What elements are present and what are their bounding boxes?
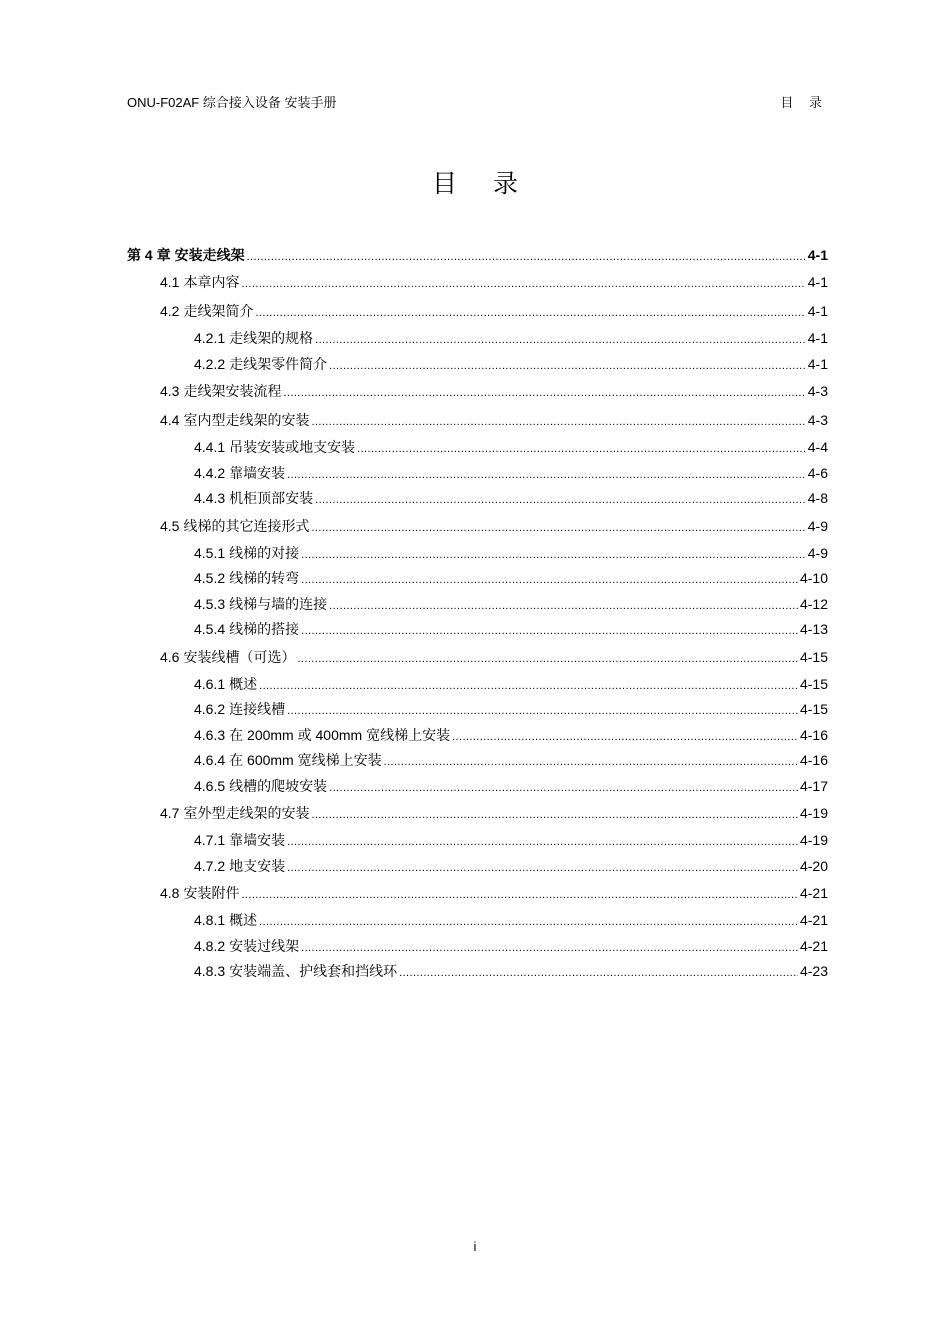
toc-entry-page: 4-19 (799, 832, 828, 848)
toc-entry-title: 安装过线架 (229, 937, 300, 954)
toc-section-entry[interactable] (127, 799, 828, 828)
toc-dot-leader (241, 881, 798, 910)
toc-entry-number: 4.6.5 (194, 777, 226, 794)
toc-entry-title: 走线架简介 (183, 303, 254, 319)
toc-subsection-entry[interactable] (127, 908, 828, 934)
toc-entry-page: 4-8 (807, 490, 828, 506)
toc-subsection-entry[interactable] (127, 854, 828, 880)
toc-entry-number: 4.5.3 (194, 595, 226, 612)
toc-subsection-entry[interactable] (127, 566, 828, 592)
toc-entry-number: 第 4 章 (127, 247, 171, 263)
toc-entry-title: 吊装安装或地支安装 (229, 439, 356, 455)
toc-subsection-entry[interactable] (127, 934, 828, 960)
toc-subsection-entry[interactable] (127, 435, 828, 461)
toc-section-entry[interactable] (127, 512, 828, 541)
toc-entry-page: 4-1 (807, 355, 828, 372)
toc-subsection-entry[interactable] (127, 352, 828, 378)
toc-dot-leader (311, 408, 805, 437)
toc-dot-leader (399, 961, 798, 987)
toc-entry-page: 4-21 (799, 937, 828, 954)
toc-dot-leader (287, 830, 798, 856)
toc-entry-title: 线梯的对接 (229, 544, 300, 561)
toc-entry-page: 4-4 (807, 439, 828, 455)
toc-dot-leader (283, 379, 805, 408)
toc-dot-leader (255, 299, 805, 328)
toc-section-entry[interactable] (127, 643, 828, 672)
toc-dot-leader (311, 514, 805, 543)
page-title: 目 录 (432, 169, 532, 198)
toc-dot-leader (297, 645, 798, 674)
toc-dot-leader (329, 354, 806, 380)
toc-entry-title: 室外型走线架的安装 (183, 805, 310, 821)
toc-entry-title: 机柜顶部安装 (229, 490, 314, 506)
toc-entry-page: 4-1 (807, 274, 828, 290)
toc-dot-leader (329, 776, 798, 802)
toc-entry-title: 概述 (229, 912, 258, 928)
toc-entry-page: 4-21 (799, 885, 828, 901)
toc-entry-number: 4.2.2 (194, 355, 226, 372)
page-number: i (473, 1239, 477, 1254)
toc-entry-title: 线梯的搭接 (229, 621, 300, 637)
toc-entry-title: 室内型走线架的安装 (183, 412, 310, 428)
toc-dot-leader (287, 856, 798, 882)
toc-entry-number: 4.8.3 (194, 963, 226, 979)
toc-entry-title: 靠墙安装 (229, 464, 286, 481)
toc-chapter-entry[interactable] (127, 242, 828, 268)
toc-subsection-entry[interactable] (127, 774, 828, 800)
toc-subsection-entry[interactable] (127, 592, 828, 618)
toc-entry-number: 4.7 (160, 805, 180, 821)
toc-entry-title: 在 200mm 或 400mm 宽线梯上安装 (229, 726, 451, 743)
toc-entry-page: 4-1 (807, 247, 828, 263)
toc-entry-number: 4.1 (160, 274, 180, 290)
toc-entry-number: 4.8 (160, 885, 180, 901)
toc-entry-title: 概述 (229, 675, 258, 692)
toc-entry-page: 4-12 (799, 595, 828, 612)
header-divider (127, 116, 828, 117)
toc-section-entry[interactable] (127, 268, 828, 297)
toc-dot-leader (452, 725, 798, 751)
toc-entry-title: 安装线槽（可选） (183, 648, 296, 665)
header-document-title: ONU-F02AF 综合接入设备 安装手册 (127, 95, 337, 110)
toc-subsection-entry[interactable] (127, 723, 828, 749)
toc-entry-page: 4-21 (799, 912, 828, 928)
toc-entry-number: 4.6.3 (194, 726, 226, 743)
toc-entry-number: 4.6.4 (194, 752, 226, 768)
toc-dot-leader (357, 437, 806, 463)
toc-entry-title: 线槽的爬坡安装 (229, 777, 328, 794)
toc-dot-leader (287, 699, 798, 725)
toc-dot-leader (384, 750, 798, 776)
toc-entry-page: 4-3 (807, 383, 828, 399)
toc-entry-page: 4-6 (807, 464, 828, 481)
toc-entry-page: 4-23 (799, 963, 828, 979)
toc-subsection-entry[interactable] (127, 541, 828, 567)
toc-dot-leader (247, 244, 806, 270)
toc-dot-leader (329, 594, 798, 620)
toc-entry-title: 本章内容 (183, 274, 240, 290)
toc-entry-number: 4.4 (160, 412, 180, 428)
toc-entry-title: 安装走线架 (174, 247, 245, 263)
toc-entry-number: 4.6.1 (194, 675, 226, 692)
toc-entry-number: 4.2 (160, 303, 180, 319)
toc-subsection-entry[interactable] (127, 486, 828, 512)
page-header (127, 94, 828, 112)
toc-entry-page: 4-17 (799, 777, 828, 794)
toc-entry-title: 安装端盖、护线套和挡线环 (229, 963, 398, 979)
toc-subsection-entry[interactable] (127, 748, 828, 774)
toc-subsection-entry[interactable] (127, 697, 828, 723)
toc-entry-title: 在 600mm 宽线梯上安装 (229, 752, 382, 768)
toc-entry-number: 4.2.1 (194, 330, 226, 346)
toc-entry-page: 4-16 (799, 752, 828, 768)
toc-dot-leader (301, 543, 806, 569)
toc-dot-leader (311, 801, 798, 830)
toc-entry-number: 4.8.1 (194, 912, 226, 928)
toc-entry-title: 线梯与墙的连接 (229, 595, 328, 612)
toc-dot-leader (259, 910, 798, 936)
toc-entry-page: 4-10 (799, 570, 828, 586)
toc-entry-number: 4.6.2 (194, 701, 226, 717)
toc-entry-number: 4.4.1 (194, 439, 226, 455)
toc-subsection-entry[interactable] (127, 461, 828, 487)
toc-entry-number: 4.3 (160, 383, 180, 399)
toc-entry-page: 4-9 (807, 544, 828, 561)
toc-entry-number: 4.6 (160, 648, 180, 665)
header-section-label: 目 录 (780, 95, 828, 110)
toc-entry-title: 地支安装 (229, 857, 286, 874)
toc-entry-title: 走线架的规格 (229, 330, 314, 346)
toc-section-entry[interactable] (127, 297, 828, 326)
toc-dot-leader (241, 270, 805, 299)
toc-entry-page: 4-9 (807, 517, 828, 534)
toc-entry-title: 连接线槽 (229, 701, 286, 717)
toc-entry-number: 4.5.1 (194, 544, 226, 561)
toc-entry-number: 4.8.2 (194, 937, 226, 954)
toc-entry-page: 4-19 (799, 805, 828, 821)
toc-entry-page: 4-1 (807, 330, 828, 346)
toc-entry-title: 走线架零件简介 (229, 355, 328, 372)
toc-entry-number: 4.5.4 (194, 621, 226, 637)
toc-entry-number: 4.5.2 (194, 570, 226, 586)
toc-entry-page: 4-16 (799, 726, 828, 743)
table-of-contents (127, 242, 828, 985)
toc-entry-number: 4.4.3 (194, 490, 226, 506)
toc-entry-page: 4-15 (799, 648, 828, 665)
toc-entry-number: 4.7.1 (194, 832, 226, 848)
toc-dot-leader (315, 488, 806, 514)
toc-entry-title: 走线架安装流程 (183, 383, 282, 399)
toc-dot-leader (259, 674, 798, 700)
toc-section-entry[interactable] (127, 377, 828, 406)
toc-entry-title: 线梯的其它连接形式 (183, 517, 310, 534)
toc-subsection-entry[interactable] (127, 326, 828, 352)
toc-dot-leader (287, 463, 806, 489)
toc-entry-page: 4-15 (799, 701, 828, 717)
toc-dot-leader (301, 568, 798, 594)
toc-subsection-entry[interactable] (127, 617, 828, 643)
toc-entry-page: 4-13 (799, 621, 828, 637)
toc-subsection-entry[interactable] (127, 959, 828, 985)
toc-entry-page: 4-15 (799, 675, 828, 692)
toc-section-entry[interactable] (127, 406, 828, 435)
toc-entry-number: 4.5 (160, 517, 180, 534)
toc-dot-leader (301, 936, 798, 962)
toc-dot-leader (315, 328, 806, 354)
toc-entry-page: 4-20 (799, 857, 828, 874)
toc-entry-number: 4.4.2 (194, 464, 226, 481)
toc-subsection-entry[interactable] (127, 828, 828, 854)
toc-section-entry[interactable] (127, 879, 828, 908)
toc-entry-number: 4.7.2 (194, 857, 226, 874)
toc-entry-title: 安装附件 (183, 885, 240, 901)
toc-entry-title: 线梯的转弯 (229, 570, 300, 586)
toc-dot-leader (301, 619, 798, 645)
toc-entry-title: 靠墙安装 (229, 832, 286, 848)
toc-entry-page: 4-1 (807, 303, 828, 319)
toc-entry-page: 4-3 (807, 412, 828, 428)
toc-subsection-entry[interactable] (127, 672, 828, 698)
